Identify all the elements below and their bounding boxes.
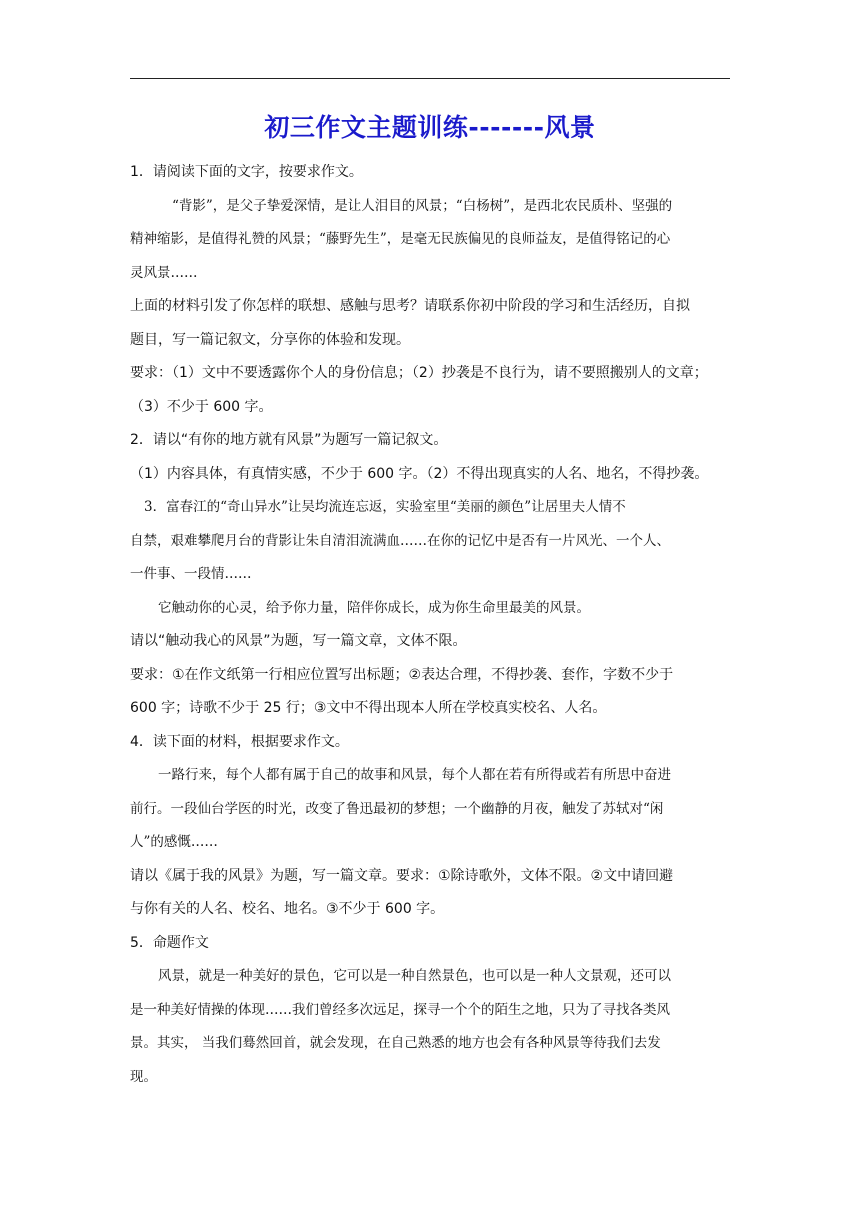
page-title: 初三作文主题训练-------风景 (264, 113, 596, 142)
q3-material-line: 自禁，艰难攀爬月台的背影让朱自清泪流满血……在你的记忆中是否有一片风光、一个人、 (130, 532, 670, 549)
q1-material-line: “背影”，是父子挚爱深情，是让人泪目的风景；“白杨树”，是西北农民质朴、坚强的 (172, 197, 673, 214)
q3-material-line: 一件事、一段情…… (130, 566, 252, 582)
q1-heading: 1．请阅读下面的文字，按要求作文。 (130, 164, 363, 180)
q1-prompt-line: 上面的材料引发了你怎样的联想、感触与思考？请联系你初中阶段的学习和生活经历，自拟 (130, 298, 690, 314)
q3-requirement-line: 600 字；诗歌不少于 25 行；③文中不得出现本人所在学校真实校名、人名。 (130, 700, 607, 716)
q1-prompt-line: 题目，写一篇记叙文，分享你的体验和发现。 (130, 331, 410, 348)
document-body (130, 156, 730, 1094)
q5-material-line: 风景，就是一种美好的景色，它可以是一种自然景色，也可以是一种人文景观，还可以 (158, 968, 671, 984)
q1-material-line: 灵风景…… (130, 264, 198, 281)
q5-heading: 5．命题作文 (130, 934, 209, 951)
q4-material-line: 前行。一段仙台学医的时光，改变了鲁迅最初的梦想；一个幽静的月夜，触发了苏轼对“闲 (130, 800, 664, 817)
header-rule (130, 78, 730, 79)
q1-material-line: 精神缩影，是值得礼赞的风景；“藤野先生”，是毫无民族偏见的良师益友，是值得铭记的心 (130, 231, 671, 247)
q4-prompt-line: 请以《属于我的风景》为题，写一篇文章。要求：①除诗歌外，文体不限。②文中请回避 (130, 867, 674, 884)
q3-requirement-line: 要求：①在作文纸第一行相应位置写出标题；②表达合理，不得抄袭、套作，字数不少于 (130, 666, 674, 683)
q4-prompt-line: 与你有关的人名、校名、地名。③不少于 600 字。 (130, 901, 445, 917)
q2-requirement: （1）内容具体，有真情实感，不少于 600 字。（2）不得出现真实的人名、地名，不得抄袭。 (130, 465, 709, 482)
q3-prompt: 请以“触动我心的风景”为题，写一篇文章，文体不限。 (130, 633, 467, 649)
q3-material-line: 它触动你的心灵，给予你力量，陪伴你成长，成为你生命里最美的风景。 (158, 599, 590, 616)
q5-material-line: 景。其实， 当我们蓦然回首，就会发现，在自己熟悉的地方也会有各种风景等待我们去发 (130, 1035, 661, 1051)
q5-material-line: 现。 (130, 1068, 157, 1085)
q1-requirement-line: （3）不少于 600 字。 (130, 398, 273, 415)
q5-material-line: 是一种美好情操的体现……我们曾经多次远足，探寻一个个的陌生之地，只为了寻找各类风 (130, 1001, 670, 1018)
q4-heading: 4．读下面的材料，根据要求作文。 (130, 733, 349, 750)
q3-material-line: 3．富春江的“奇山异水”让吴均流连忘返，实验室里“美丽的颜色”让居里夫人情不 (144, 499, 626, 515)
q2-heading: 2．请以“有你的地方就有风景”为题写一篇记叙文。 (130, 432, 448, 448)
q1-requirement-line: 要求：（1）文中不要透露你个人的身份信息；（2）抄袭是不良行为，请不要照搬别人的文章； (130, 365, 708, 381)
q4-material-line: 一路行来，每个人都有属于自己的故事和风景，每个人都在若有所得或若有所思中奋进 (158, 767, 671, 783)
q4-material-line: 人”的感慨…… (130, 834, 218, 850)
